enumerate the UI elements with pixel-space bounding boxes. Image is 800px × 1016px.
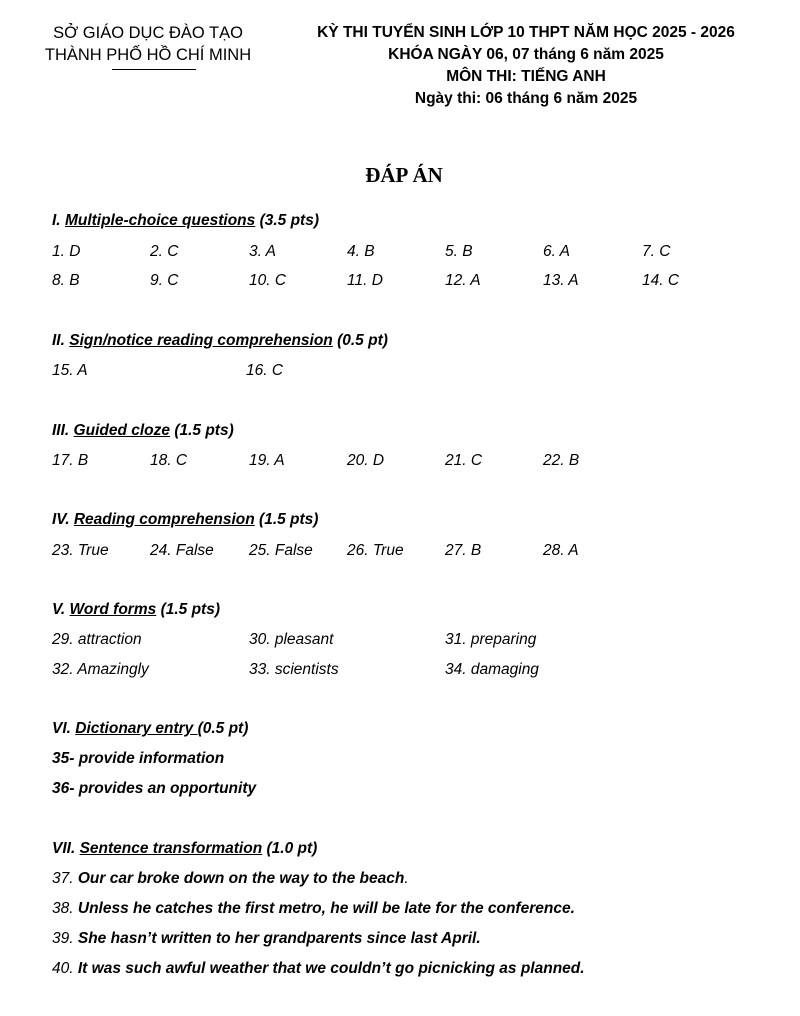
answer: 28. A xyxy=(543,542,579,559)
answer-sentence xyxy=(52,870,409,888)
section-points: (1.5 pts) xyxy=(174,422,234,439)
answer: 32. Amazingly xyxy=(52,661,149,678)
answer-number: 38. xyxy=(52,900,74,917)
exam-date: Ngày thi: 06 tháng 6 năm 2025 xyxy=(414,90,638,107)
answer: 9. C xyxy=(150,272,179,289)
section-points: (3.5 pts) xyxy=(259,212,320,229)
answer-text: It was such awful weather that we couldn’t go picnicking as planned. xyxy=(77,960,585,977)
answer: 30. pleasant xyxy=(249,631,334,648)
answer: 11. D xyxy=(347,272,383,289)
page-title: ĐÁP ÁN xyxy=(365,163,443,187)
answer: 25. False xyxy=(249,542,313,559)
section-heading xyxy=(52,720,248,738)
section-points: (1.5 pts) xyxy=(160,601,220,618)
answer: 14. C xyxy=(642,272,680,289)
answer: 19. A xyxy=(249,452,285,469)
answer: 36- provides an opportunity xyxy=(52,780,257,797)
answer: 2. C xyxy=(150,243,179,260)
answer: 4. B xyxy=(347,243,375,260)
answer: 1. D xyxy=(52,243,81,260)
answer: 17. B xyxy=(52,452,89,469)
exam-session: KHÓA NGÀY 06, 07 tháng 6 năm 2025 xyxy=(388,46,664,63)
answer: 21. C xyxy=(445,452,483,469)
exam-info-block xyxy=(296,22,756,110)
answer: 33. scientists xyxy=(249,661,339,678)
section-heading xyxy=(52,422,234,440)
section-points: (1.5 pts) xyxy=(259,511,319,528)
section-heading xyxy=(52,511,318,529)
answer-sentence xyxy=(52,900,575,918)
section-name: Guided cloze xyxy=(73,422,171,439)
section-number: VII. xyxy=(52,840,76,857)
answer: 29. attraction xyxy=(52,631,142,648)
answer: 18. C xyxy=(150,452,188,469)
answer-number: 39. xyxy=(52,930,74,947)
answer-sentence xyxy=(52,960,585,978)
answer-text: Our car broke down on the way to the beach xyxy=(77,870,405,887)
section-heading xyxy=(52,601,220,619)
section-number: II. xyxy=(52,332,65,349)
section-number: III. xyxy=(52,422,70,439)
answer-number: 37. xyxy=(52,870,74,887)
answer: 8. B xyxy=(52,272,80,289)
section-heading xyxy=(52,840,317,858)
section-name: Dictionary entry xyxy=(75,720,198,737)
answer: 3. A xyxy=(249,243,276,260)
answer: 34. damaging xyxy=(445,661,539,678)
answer-text: Unless he catches the first metro, he will be late for the conference. xyxy=(77,900,575,917)
answer: 27. B xyxy=(445,542,482,559)
section-name: Reading comprehension xyxy=(73,511,255,528)
answer: 10. C xyxy=(249,272,287,289)
section-number: I. xyxy=(52,212,61,229)
answer-number: 40. xyxy=(52,960,74,977)
section-heading xyxy=(52,332,388,350)
answer: 12. A xyxy=(445,272,481,289)
answer: 5. B xyxy=(445,243,473,260)
answer: 35- provide information xyxy=(52,750,225,767)
issuer-underline xyxy=(112,69,196,70)
section-name: Sign/notice reading comprehension xyxy=(69,332,333,349)
exam-subject: MÔN THI: TIẾNG ANH xyxy=(446,68,606,85)
section-heading xyxy=(52,212,319,230)
answer: 7. C xyxy=(642,243,671,260)
answer: 22. B xyxy=(543,452,580,469)
section-name: Sentence transformation xyxy=(79,840,263,857)
issuer-line-1: SỞ GIÁO DỤC ĐÀO TẠO xyxy=(53,24,243,42)
section-number: VI. xyxy=(52,720,71,737)
answer-sentence xyxy=(52,930,481,948)
section-number: V. xyxy=(52,601,66,618)
section-number: IV. xyxy=(52,511,70,528)
answer-text: She hasn’t written to her grandparents since last April. xyxy=(77,930,481,947)
answer: 31. preparing xyxy=(445,631,537,648)
issuer-block xyxy=(20,22,276,66)
answer: 20. D xyxy=(347,452,385,469)
section-points: (0.5 pt) xyxy=(197,720,249,737)
section-name: Word forms xyxy=(69,601,157,618)
issuer-line-2: THÀNH PHỐ HỒ CHÍ MINH xyxy=(44,46,252,64)
section-name: Multiple-choice questions xyxy=(64,212,256,229)
answer: 13. A xyxy=(543,272,579,289)
answer: 15. A xyxy=(52,362,88,379)
exam-name: KỲ THI TUYỂN SINH LỚP 10 THPT NĂM HỌC 2025 - 2026 xyxy=(317,24,735,41)
section-points: (1.0 pt) xyxy=(266,840,318,857)
section-points: (0.5 pt) xyxy=(337,332,388,349)
answer: 6. A xyxy=(543,243,570,260)
answer: 24. False xyxy=(150,542,214,559)
answer: 26. True xyxy=(347,542,404,559)
answer: 16. C xyxy=(246,362,284,379)
answer: 23. True xyxy=(52,542,109,559)
answer-end: . xyxy=(404,870,409,887)
